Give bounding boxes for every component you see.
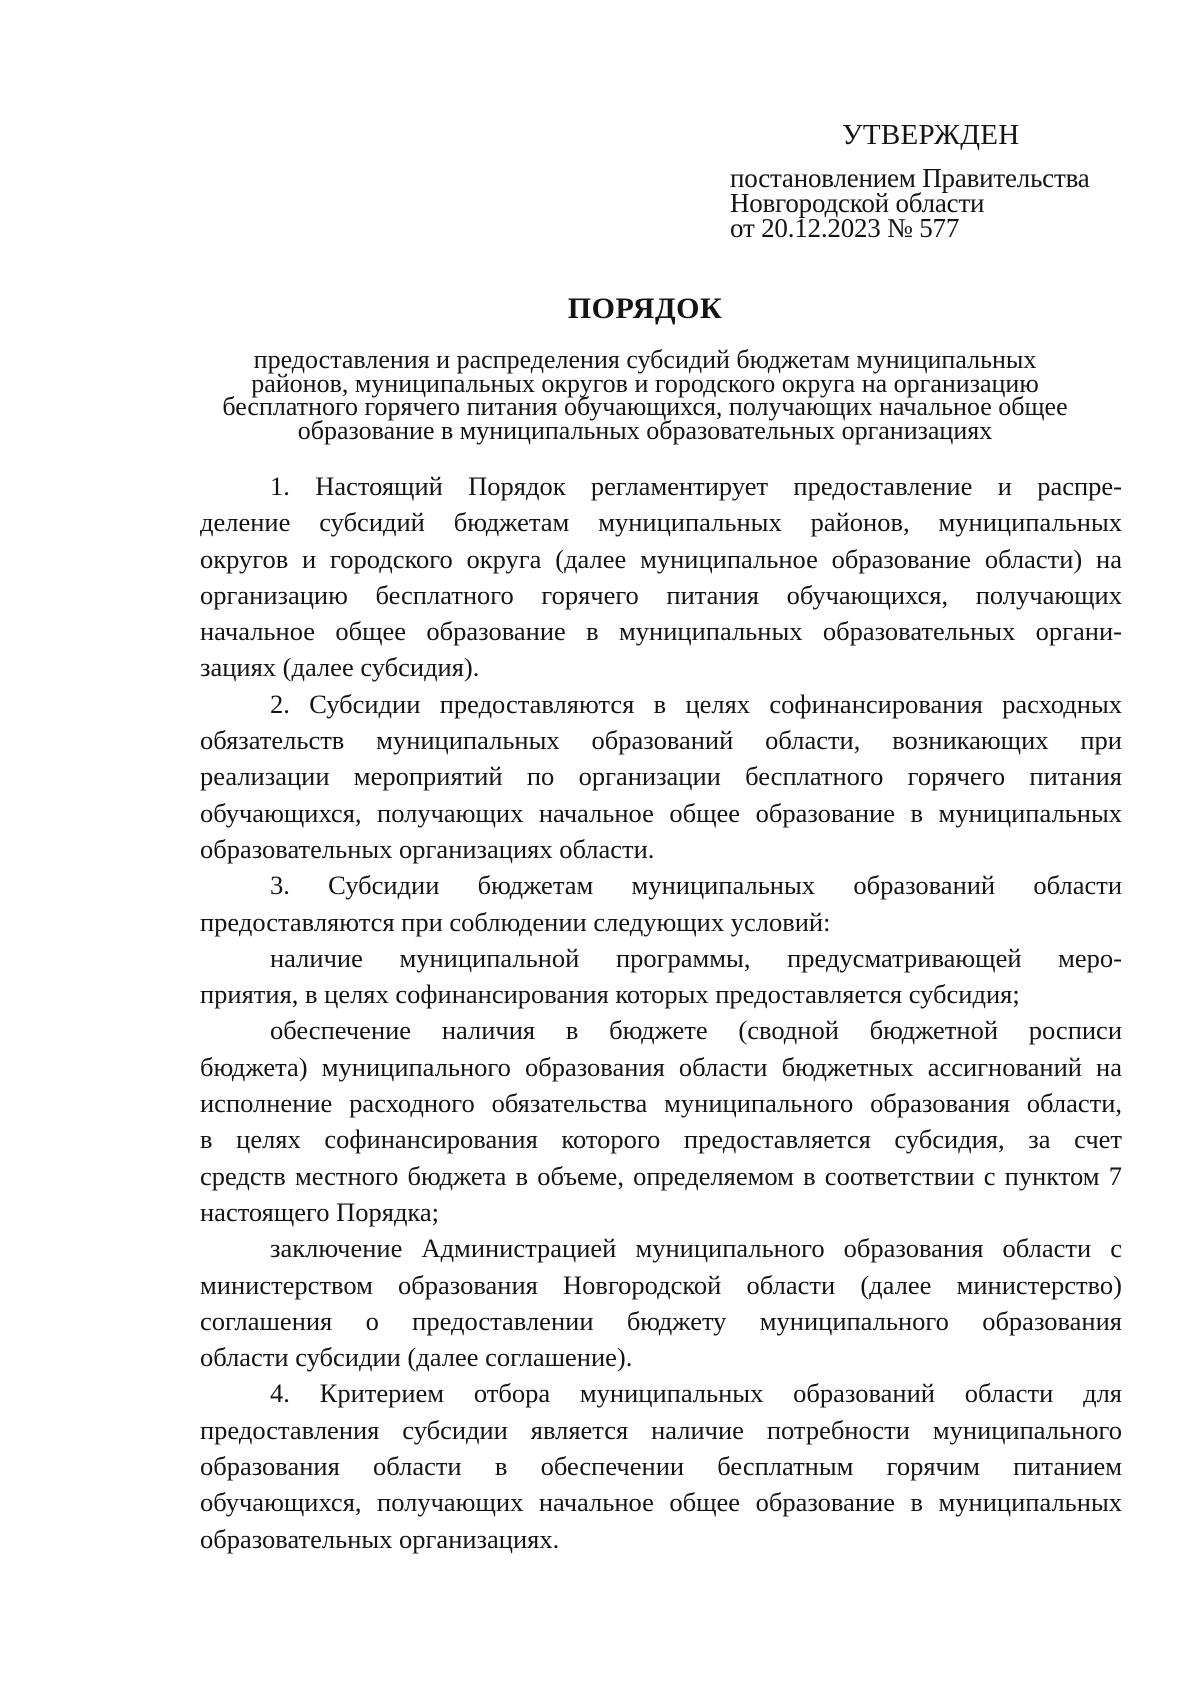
paragraph-condition-agreement: [200, 1230, 1122, 1375]
approval-line-date-number: от 20.12.2023 № 577: [730, 213, 960, 243]
paragraph-4: [200, 1375, 1122, 1556]
paragraph-line: деление субсидий бюджетам муниципальных районов, муниципальных: [200, 507, 1122, 538]
paragraph-line: предоставляются при соблюдении следующих условий:: [200, 906, 831, 937]
paragraph-line: области субсидии (далее соглашение).: [200, 1342, 633, 1373]
document-header: [180, 292, 1110, 445]
paragraph-line: 4. Критерием отбора муниципальных образований области для: [270, 1378, 1122, 1409]
approval-title: УТВЕРЖДЕН: [842, 119, 1020, 151]
approval-line-region: Новгородской области: [730, 188, 985, 218]
paragraph-line: зациях (далее субсидия).: [200, 652, 480, 683]
paragraph-line: бюджета) муниципального образования области бюджетных ассигнований на: [200, 1051, 1122, 1082]
paragraph-line: 1. Настоящий Порядок регламентирует предоставление и распре-: [270, 471, 1122, 501]
paragraph-1: [200, 468, 1122, 686]
paragraph-line: 2. Субсидии предоставляются в целях софинансирования расходных: [270, 688, 1122, 719]
paragraph-line: обеспечение наличия в бюджете (сводной бюджетной росписи: [270, 1015, 1122, 1046]
document-title: ПОРЯДОК: [567, 292, 723, 325]
paragraph-line: в целях софинансирования которого предоставляется субсидия, за счет: [200, 1124, 1122, 1155]
paragraph-line: предоставления субсидии является наличие потребности муниципального: [200, 1414, 1122, 1445]
paragraph-line: обучающихся, получающих начальное общее образование в муниципальных: [200, 797, 1122, 828]
approval-line-decree: постановлением Правительства: [730, 163, 1090, 193]
paragraph-line: настоящего Порядка;: [200, 1196, 440, 1227]
document-subtitle-line: бесплатного горячего питания обучающихся, получающих начальное общее: [222, 392, 1068, 421]
paragraph-line: средств местного бюджета в объеме, определяемом в соответствии с пунктом 7: [200, 1160, 1122, 1191]
paragraph-line: образовательных организациях области.: [200, 833, 655, 864]
paragraph-3: [200, 867, 1122, 940]
paragraph-line: заключение Администрацией муниципального образования области с: [270, 1233, 1122, 1264]
paragraph-line: 3. Субсидии бюджетам муниципальных образований области: [270, 870, 1122, 901]
paragraph-line: образования области в обеспечении бесплатным горячим питанием: [200, 1451, 1122, 1482]
paragraph-condition-program: [200, 940, 1122, 1013]
paragraph-line: начальное общее образование в муниципальных образовательных органи-: [200, 616, 1122, 647]
document-subtitle-line: предоставления и распределения субсидий бюджетам муниципальных: [253, 345, 1037, 374]
paragraph-line: организацию бесплатного горячего питания обучающихся, получающих: [200, 579, 1122, 610]
paragraph-line: наличие муниципальной программы, предусматривающей меро-: [270, 942, 1122, 973]
paragraph-line: обучающихся, получающих начальное общее образование в муниципальных: [200, 1487, 1122, 1518]
paragraph-2: [200, 686, 1122, 867]
document-subtitle-line: образование в муниципальных образовательных организациях: [297, 415, 993, 445]
paragraph-line: исполнение расходного обязательства муниципального образования области,: [200, 1088, 1122, 1119]
paragraph-line: округов и городского округа (далее муниципальное образование области) на: [200, 543, 1122, 574]
paragraph-line: соглашения о предоставлении бюджету муниципального образования: [200, 1305, 1122, 1336]
approval-stamp: [730, 118, 1130, 241]
document-subtitle-line: районов, муниципальных округов и городского округа на организацию: [251, 368, 1039, 398]
paragraph-line: приятия, в целях софинансирования которых предоставляется субсидия;: [200, 979, 1020, 1010]
paragraph-line: реализации мероприятий по организации бесплатного горячего питания: [200, 761, 1122, 792]
paragraph-line: обязательств муниципальных образований области, возникающих при: [200, 725, 1122, 756]
document-body: [200, 468, 1122, 1557]
paragraph-line: министерством образования Новгородской области (далее министерство): [200, 1269, 1122, 1300]
paragraph-condition-budget: [200, 1012, 1122, 1230]
paragraph-line: образовательных организациях.: [200, 1523, 560, 1554]
